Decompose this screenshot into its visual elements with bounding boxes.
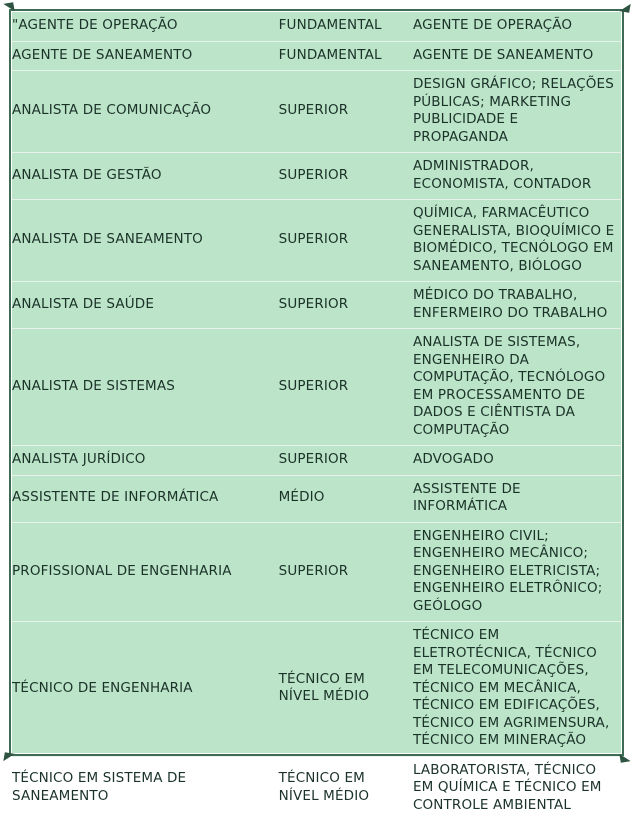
cell-formacao <box>413 282 621 329</box>
formacao-text: ADVOGADO <box>412 451 494 467</box>
cell-cargo <box>12 329 279 446</box>
formacao-text: TÉCNICO EM ELETROTÉCNICA, TÉCNICO EM TELECOMUNICAÇÕES, TÉCNICO EM MECÂNICA, TÉCNICO EM EDIFICAÇÕES, TÉCNICO EM AGRIMENSURA, TÉCNICO EM MINERAÇÃO <box>412 627 610 748</box>
cargo-text: ANALISTA DE COMUNICAÇÃO <box>12 102 212 119</box>
table-row <box>12 200 621 282</box>
cell-escolaridade <box>279 446 413 476</box>
formacao-text: AGENTE DE SANEAMENTO <box>412 46 594 63</box>
cell-cargo <box>12 446 279 476</box>
cell-escolaridade <box>279 756 413 820</box>
cell-cargo <box>12 41 279 71</box>
table-row <box>12 446 621 476</box>
escolaridade-text: SUPERIOR <box>278 231 349 248</box>
cell-formacao <box>413 153 621 200</box>
cell-formacao <box>413 200 621 282</box>
formacao-text: QUÍMICA, FARMACÊUTICO GENERALISTA, BIOQUÍMICO E BIOMÉDICO, TECNÓLOGO EM SANEAMENTO, BIÓLOGO <box>412 205 615 274</box>
table-row <box>12 622 621 757</box>
resize-arrow-bottom-left-icon[interactable] <box>3 752 14 763</box>
cell-escolaridade <box>279 71 413 153</box>
cell-escolaridade <box>279 153 413 200</box>
cargo-text: ANALISTA DE GESTÃO <box>12 166 162 183</box>
cell-cargo <box>12 71 279 153</box>
formacao-text: ASSISTENTE DE INFORMÁTICA <box>412 480 521 514</box>
cell-escolaridade <box>279 622 413 757</box>
cargos-table-panel <box>12 12 621 813</box>
cell-formacao <box>413 522 621 622</box>
cargo-text: AGENTE DE SANEAMENTO <box>12 46 193 63</box>
cell-cargo <box>12 756 279 820</box>
leading-quote-mark: " <box>12 17 19 33</box>
cargos-table <box>12 12 621 820</box>
cargo-text: ANALISTA DE SAÚDE <box>12 295 154 312</box>
cell-formacao <box>413 475 621 522</box>
table-row <box>12 71 621 153</box>
formacao-text: LABORATORISTA, TÉCNICO EM QUÍMICA E TÉCNICO EM CONTROLE AMBIENTAL <box>412 761 602 813</box>
resize-arrow-bottom-right-icon[interactable] <box>619 752 630 763</box>
formacao-text: AGENTE DE OPERAÇÃO <box>412 17 573 33</box>
cargo-text: ANALISTA DE SANEAMENTO <box>12 231 203 248</box>
cargo-text: PROFISSIONAL DE ENGENHARIA <box>12 562 232 579</box>
table-row <box>12 329 621 446</box>
table-row <box>12 153 621 200</box>
formacao-text: ENGENHEIRO CIVIL; ENGENHEIRO MECÂNICO; ENGENHEIRO ELETRICISTA; ENGENHEIRO ELETRÔNICO; GEÓLOGO <box>412 527 603 614</box>
cell-formacao <box>413 71 621 153</box>
resize-arrow-top-left-icon[interactable] <box>3 2 14 13</box>
table-row <box>12 282 621 329</box>
escolaridade-text: FUNDAMENTAL <box>278 46 382 63</box>
cargo-text: ASSISTENTE DE INFORMÁTICA <box>12 489 219 506</box>
cell-formacao <box>413 446 621 476</box>
resize-arrow-top-right-icon[interactable] <box>619 2 630 13</box>
escolaridade-text: SUPERIOR <box>278 451 349 467</box>
cargo-text: AGENTE DE OPERAÇÃO <box>18 17 178 33</box>
escolaridade-text: SUPERIOR <box>278 295 349 312</box>
escolaridade-text: TÉCNICO EM NÍVEL MÉDIO <box>278 670 370 705</box>
formacao-text: MÉDICO DO TRABALHO, ENFERMEIRO DO TRABALHO <box>412 287 608 321</box>
cell-escolaridade <box>279 329 413 446</box>
table-row <box>12 475 621 522</box>
cell-cargo <box>12 153 279 200</box>
cell-cargo <box>12 475 279 522</box>
cargo-text: ANALISTA JURÍDICO <box>12 451 146 467</box>
escolaridade-text: TÉCNICO EM NÍVEL MÉDIO <box>278 770 370 804</box>
escolaridade-text: SUPERIOR <box>278 562 349 579</box>
table-row <box>12 522 621 622</box>
table-row <box>12 41 621 71</box>
cell-formacao <box>413 12 621 41</box>
table-row <box>12 12 621 41</box>
escolaridade-text: FUNDAMENTAL <box>278 17 382 33</box>
escolaridade-text: SUPERIOR <box>278 102 349 119</box>
cell-escolaridade <box>279 41 413 71</box>
cell-escolaridade <box>279 475 413 522</box>
escolaridade-text: SUPERIOR <box>278 377 349 394</box>
cargo-text: ANALISTA DE SISTEMAS <box>12 377 175 394</box>
cell-escolaridade <box>279 12 413 41</box>
cell-cargo <box>12 622 279 757</box>
cell-escolaridade <box>279 522 413 622</box>
cell-formacao <box>413 329 621 446</box>
cell-formacao <box>413 756 621 820</box>
formacao-text: DESIGN GRÁFICO; RELAÇÕES PÚBLICAS; MARKETING PUBLICIDADE E PROPAGANDA <box>412 76 614 145</box>
cell-escolaridade <box>279 200 413 282</box>
formacao-text: ANALISTA DE SISTEMAS, ENGENHEIRO DA COMPUTAÇÃO, TECNÓLOGO EM PROCESSAMENTO DE DADOS E CIÊNTISTA DA COMPUTAÇÃO <box>412 334 606 438</box>
cell-cargo <box>12 522 279 622</box>
escolaridade-text: MÉDIO <box>278 489 325 506</box>
cell-cargo <box>12 282 279 329</box>
cargo-text: TÉCNICO EM SISTEMA DE SANEAMENTO <box>12 770 187 804</box>
cell-escolaridade <box>279 282 413 329</box>
cargos-table-body <box>12 12 621 820</box>
cell-formacao <box>413 41 621 71</box>
table-row <box>12 756 621 820</box>
cell-formacao <box>413 622 621 757</box>
escolaridade-text: SUPERIOR <box>278 166 349 183</box>
formacao-text: ADMINISTRADOR, ECONOMISTA, CONTADOR <box>412 158 592 192</box>
cell-cargo <box>12 200 279 282</box>
cargo-text: TÉCNICO DE ENGENHARIA <box>12 679 193 696</box>
cell-cargo <box>12 12 279 41</box>
